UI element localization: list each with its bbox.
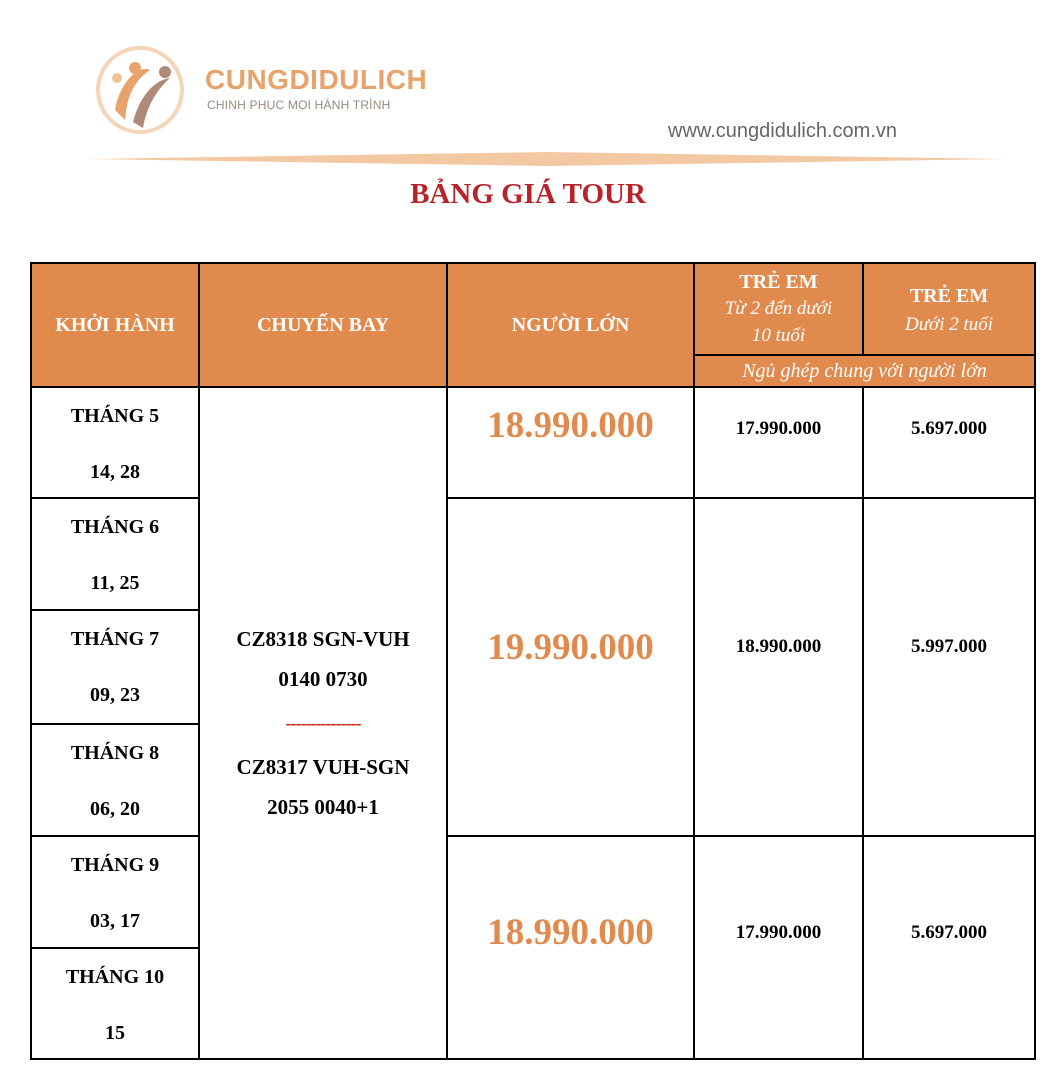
- header-adult: NGƯỜI LỚN: [448, 264, 693, 386]
- header-divider: [88, 150, 1008, 168]
- adult-price: 18.990.000: [448, 837, 693, 1058]
- flight-separator: ---------------: [285, 713, 361, 733]
- departure-september: THÁNG 9 03, 17: [32, 837, 198, 947]
- header-shared-note: Ngủ ghép chung với người lớn: [695, 356, 1034, 386]
- outbound-flight-code: CZ8318 SGN-VUH: [236, 627, 410, 651]
- brand-tagline: CHINH PHỤC MỌI HÀNH TRÌNH: [207, 98, 391, 112]
- logo-emblem-icon: [95, 40, 185, 140]
- header-departure: KHỞI HÀNH: [32, 264, 198, 386]
- child-under-2-price: 5.697.000: [864, 388, 1034, 497]
- child-under-2-price: 5.697.000: [864, 837, 1034, 1058]
- page-title: BẢNG GIÁ TOUR: [410, 178, 646, 210]
- outbound-flight-time: 0140 0730: [278, 667, 368, 691]
- website-url[interactable]: www.cungdidulich.com.vn: [668, 120, 897, 142]
- child-2-10-price: 18.990.000: [695, 499, 862, 835]
- flight-info: [200, 388, 446, 1058]
- header-child-under-2: TRẺ EM Dưới 2 tuổi: [864, 264, 1034, 354]
- brand-name: CUNGDIDULICH: [205, 64, 428, 95]
- header-child-2-10: TRẺ EM Từ 2 đến dưới 10 tuổi: [695, 264, 862, 354]
- header-flight: CHUYẾN BAY: [200, 264, 446, 386]
- departure-october: THÁNG 10 15: [32, 949, 198, 1058]
- adult-price: 18.990.000: [448, 388, 693, 497]
- child-under-2-price: 5.997.000: [864, 499, 1034, 835]
- departure-june: THÁNG 6 11, 25: [32, 499, 198, 609]
- child-2-10-price: 17.990.000: [695, 837, 862, 1058]
- departure-august: THÁNG 8 06, 20: [32, 725, 198, 835]
- return-flight-code: CZ8317 VUH-SGN: [236, 755, 410, 779]
- departure-july: THÁNG 7 09, 23: [32, 611, 198, 723]
- child-2-10-price: 17.990.000: [695, 388, 862, 497]
- adult-price: 19.990.000: [448, 499, 693, 835]
- departure-may: THÁNG 5 14, 28: [32, 388, 198, 497]
- return-flight-time: 2055 0040+1: [267, 795, 379, 819]
- price-table: [30, 262, 1036, 1060]
